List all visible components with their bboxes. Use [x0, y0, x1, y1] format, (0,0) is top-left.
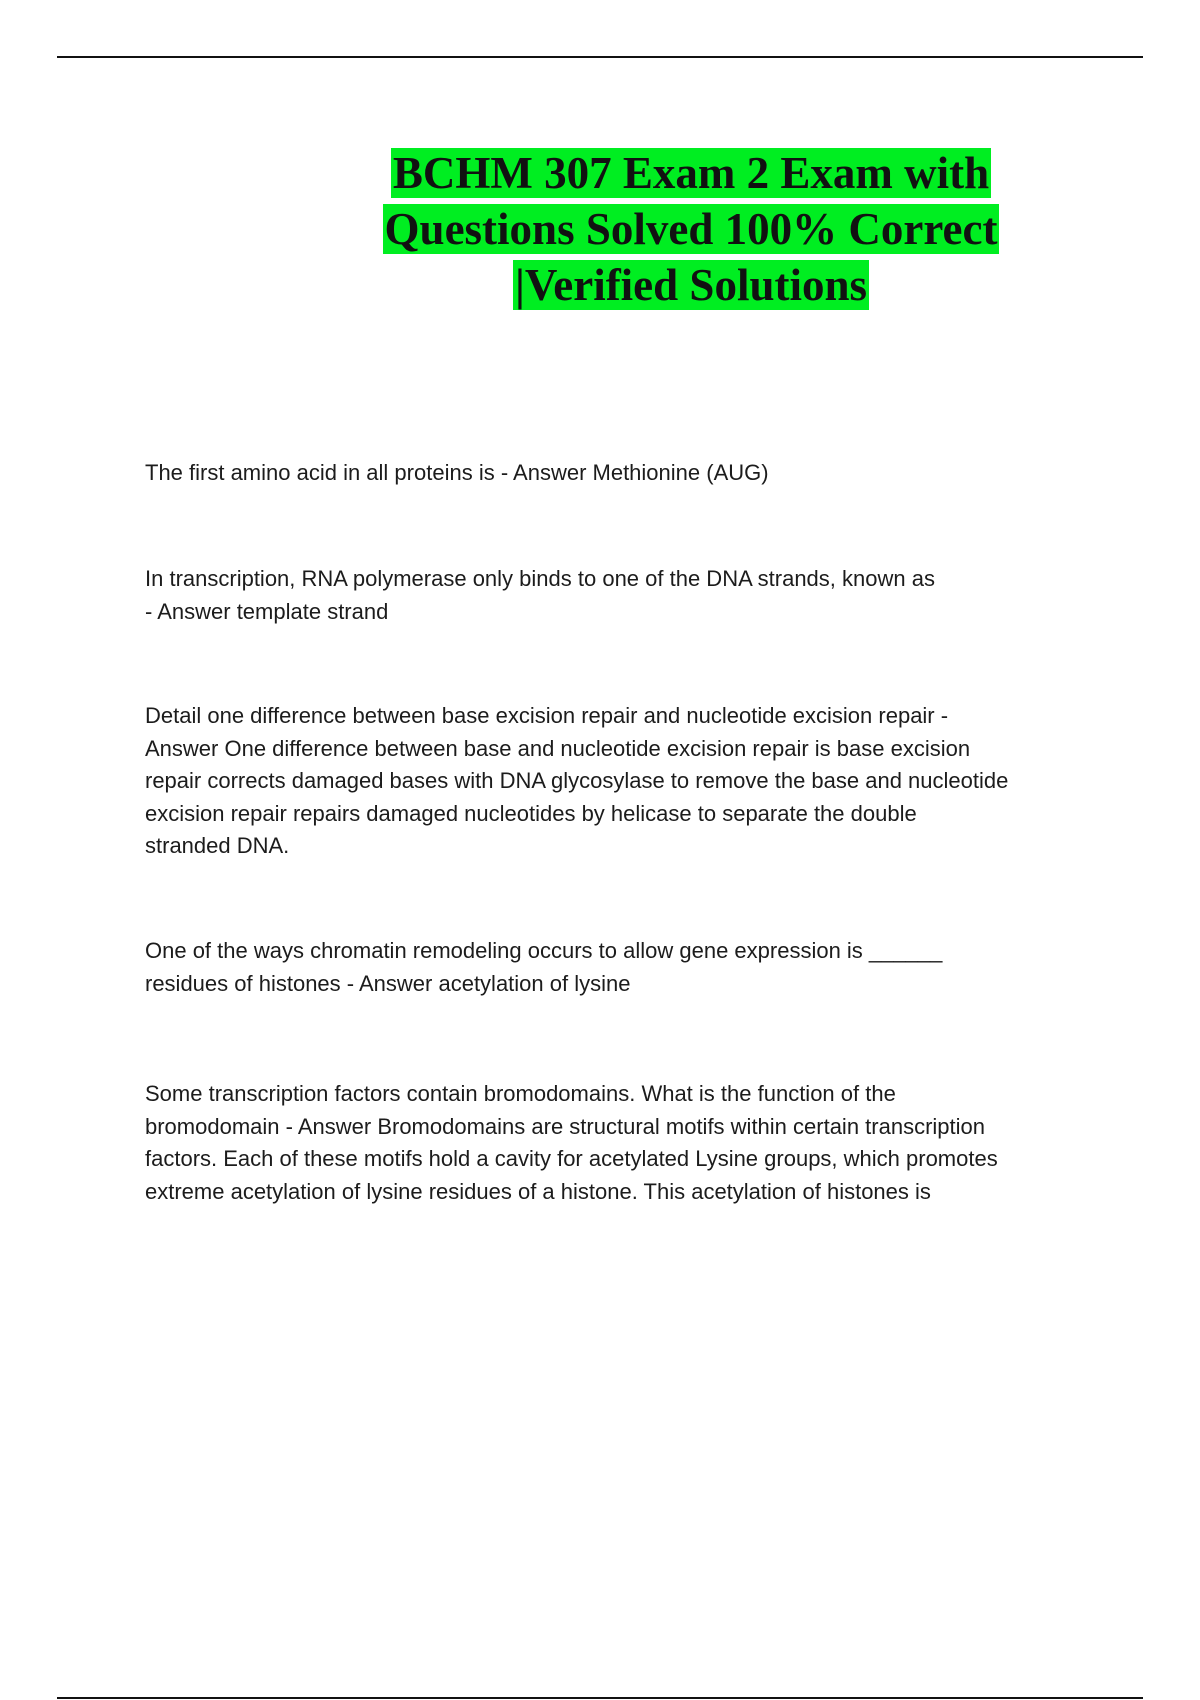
title-line-1 [366, 145, 1016, 201]
title-highlight: Questions Solved 100% Correct [384, 204, 998, 254]
qa-line: Some transcription factors contain bromodomains. What is the function of the [145, 1081, 896, 1106]
qa-line: Detail one difference between base excision repair and nucleotide excision repair - [145, 703, 949, 728]
qa-line: factors. Each of these motifs hold a cavity for acetylated Lysine groups, which promotes [145, 1146, 998, 1171]
qa-line: bromodomain - Answer Bromodomains are structural motifs within certain transcription [145, 1113, 985, 1139]
qa-line: In transcription, RNA polymerase only binds to one of the DNA strands, known as [145, 566, 935, 591]
qa-line: The first amino acid in all proteins is - Answer Methionine (AUG) [145, 460, 769, 485]
qa-line: excision repair repairs damaged nucleotides by helicase to separate the double [145, 800, 917, 826]
title-line-3 [366, 257, 1016, 313]
qa-line: residues of histones - Answer acetylation of lysine [145, 970, 631, 996]
qa-line: repair corrects damaged bases with DNA glycosylase to remove the base and nucleotide [145, 768, 1009, 793]
document-title [366, 145, 1016, 313]
qa-item-3 [145, 700, 1105, 863]
qa-item-1 [145, 457, 1105, 490]
title-highlight: BCHM 307 Exam 2 Exam with [392, 148, 990, 198]
qa-item-2 [145, 563, 1105, 628]
title-line-2 [366, 201, 1016, 257]
qa-line: extreme acetylation of lysine residues of a histone. This acetylation of histones is [145, 1178, 931, 1204]
qa-line: One of the ways chromatin remodeling occurs to allow gene expression is ______ [145, 938, 943, 963]
qa-item-4 [145, 935, 1105, 1000]
qa-line: Answer One difference between base and nucleotide excision repair is base excision [145, 735, 971, 761]
qa-item-5 [145, 1078, 1105, 1208]
qa-line: stranded DNA. [145, 833, 290, 858]
qa-line: - Answer template strand [145, 598, 389, 624]
title-highlight: |Verified Solutions [514, 260, 868, 310]
header-rule [57, 56, 1143, 58]
footer-rule [57, 1697, 1143, 1699]
